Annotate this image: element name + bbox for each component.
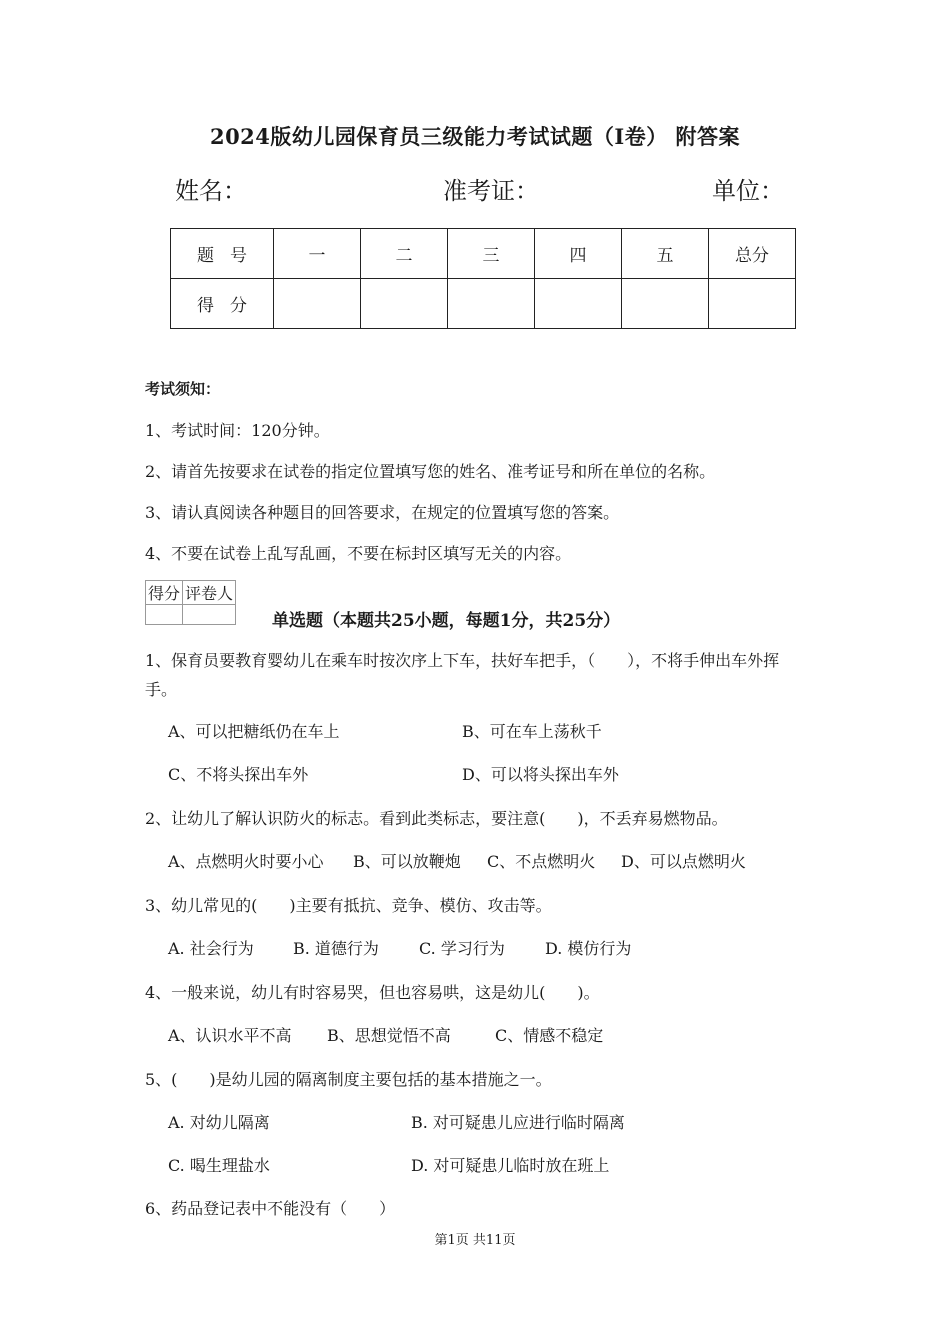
page-title: 2024版幼儿园保育员三级能力考试试题（I卷） 附答案 (209, 124, 741, 149)
option: B、思想觉悟不高 (327, 1026, 451, 1045)
grader-box (145, 580, 236, 625)
option: D. 对可疑患儿临时放在班上 (411, 1156, 610, 1175)
instruction-item: 2、请首先按要求在试卷的指定位置填写您的姓名、准考证号和所在单位的名称。 (145, 462, 716, 481)
option: C、情感不稳定 (495, 1026, 604, 1045)
score-cell (448, 279, 535, 329)
instruction-item: 3、请认真阅读各种题目的回答要求，在规定的位置填写您的答案。 (145, 503, 620, 522)
column-header: 三 (448, 229, 535, 279)
option: A. 对幼儿隔离 (168, 1113, 270, 1132)
unit-field-label: 单位： (712, 177, 784, 205)
option: B、可在车上荡秋千 (462, 722, 602, 741)
question-number-label: 题号 (171, 229, 274, 279)
score-cell (709, 279, 796, 329)
page-footer: 第1页 共11页 (434, 1233, 516, 1248)
option: A、点燃明火时要小心 (168, 852, 324, 871)
column-header: 二 (361, 229, 448, 279)
question-stem-continuation: 手。 (145, 680, 178, 699)
option: C. 喝生理盐水 (168, 1156, 270, 1175)
question-stem: 3、幼儿常见的( )主要有抵抗、竞争、模仿、攻击等。 (145, 896, 552, 915)
column-header: 总分 (709, 229, 796, 279)
option: D、可以将头探出车外 (462, 765, 619, 784)
option: C、不将头探出车外 (168, 765, 309, 784)
option: D. 模仿行为 (545, 939, 632, 958)
option: B. 对可疑患儿应进行临时隔离 (411, 1113, 625, 1132)
option: A. 社会行为 (168, 939, 254, 958)
score-table-header-row (171, 229, 796, 279)
score-table (170, 228, 796, 329)
grader-score-label: 得分 (146, 581, 183, 605)
section-title: 单选题（本题共25小题，每题1分，共25分） (272, 611, 621, 631)
option: C、不点燃明火 (487, 852, 596, 871)
column-header: 一 (274, 229, 361, 279)
question-stem: 1、保育员要教育婴幼儿在乘车时按次序上下车，扶好车把手，（ ），不将手伸出车外挥 (145, 651, 780, 670)
instruction-item: 4、不要在试卷上乱写乱画，不要在标封区填写无关的内容。 (145, 544, 572, 563)
instruction-item: 1、考试时间：120分钟。 (145, 421, 330, 440)
score-cell (622, 279, 709, 329)
grader-name-label: 评卷人 (183, 581, 236, 605)
option: A、认识水平不高 (168, 1026, 292, 1045)
score-table-score-row (171, 279, 796, 329)
option: A、可以把糖纸仍在车上 (168, 722, 340, 741)
question-stem: 6、药品登记表中不能没有（ ） (145, 1199, 396, 1218)
question-stem: 4、一般来说，幼儿有时容易哭，但也容易哄，这是幼儿( )。 (145, 983, 600, 1002)
score-cell (361, 279, 448, 329)
column-header: 五 (622, 229, 709, 279)
option: B、可以放鞭炮 (353, 852, 461, 871)
score-cell (274, 279, 361, 329)
instructions-heading: 考试须知： (145, 380, 221, 398)
option: B. 道德行为 (293, 939, 379, 958)
exam-number-field-label: 准考证： (443, 177, 539, 205)
score-label: 得分 (171, 279, 274, 329)
score-cell (535, 279, 622, 329)
grader-name-cell (183, 605, 236, 625)
column-header: 四 (535, 229, 622, 279)
option: D、可以点燃明火 (621, 852, 746, 871)
question-stem: 2、让幼儿了解认识防火的标志。看到此类标志，要注意( )，不丢弃易燃物品。 (145, 809, 728, 828)
option: C. 学习行为 (419, 939, 505, 958)
name-field-label: 姓名： (175, 177, 247, 205)
question-stem: 5、( )是幼儿园的隔离制度主要包括的基本措施之一。 (145, 1070, 552, 1089)
grader-score-cell (146, 605, 183, 625)
